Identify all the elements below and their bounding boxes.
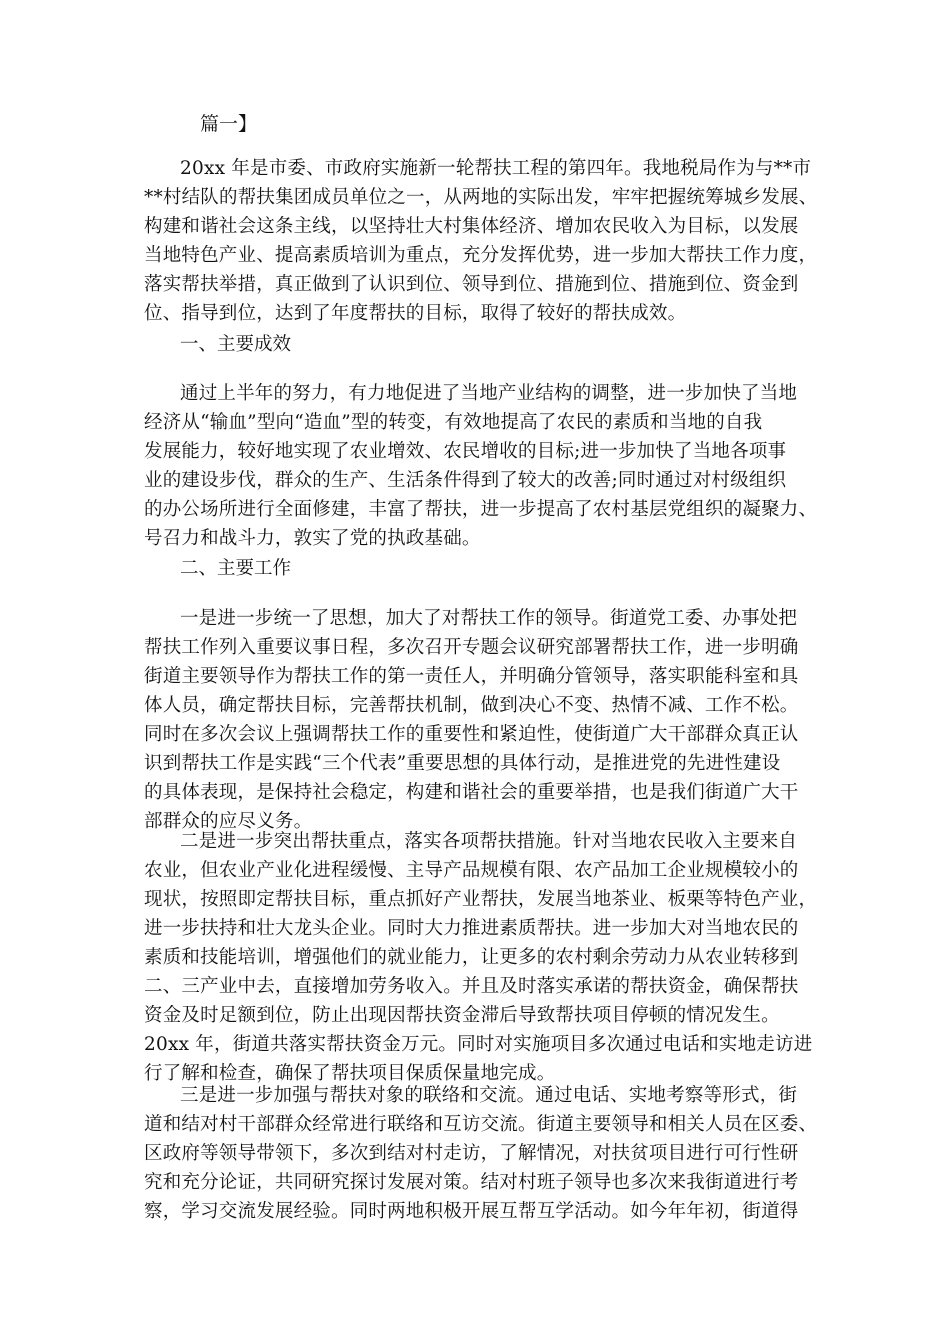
paragraph-line: 部群众的应尽义务。 [144, 811, 313, 832]
paragraph-line: 察，学习交流发展经验。同时两地积极开展互帮互学活动。如今年年初，街道得 [144, 1201, 799, 1222]
paragraph-line: 经济从“输血”型向“造血”型的转变，有效地提高了农民的素质和当地的自我 [144, 412, 763, 433]
paragraph-line: 素质和技能培训，增强他们的就业能力，让更多的农村剩余劳动力从农业转移到 [144, 947, 799, 968]
main-work-paragraph-2 [144, 827, 818, 1088]
section-title-achievements: 一、主要成效 [180, 334, 292, 355]
paragraph-line: 的具体表现，是保持社会稳定，构建和谐社会的重要举措，也是我们街道广大干 [144, 782, 799, 803]
paragraph-line: 区政府等领导带领下，多次到结对村走访，了解情况，对扶贫项目进行可行性研 [144, 1143, 799, 1164]
paragraph-line: 发展能力，较好地实现了农业增效、农民增收的目标;进一步加快了当地各项事 [144, 441, 787, 462]
paragraph-line: 20xx 年，街道共落实帮扶资金万元。同时对实施项目多次通过电话和实地走访进 [144, 1034, 813, 1055]
paragraph-line: 究和充分论证，共同研究探讨发展对策。结对村班子领导也多次来我街道进行考 [144, 1172, 799, 1193]
paragraph-line: 识到帮扶工作是实践“三个代表”重要思想的具体行动，是推进党的先进性建设 [144, 753, 781, 774]
paragraph-line: 现状，按照即定帮扶目标，重点抓好产业帮扶，发展当地茶业、板栗等特色产业， [144, 889, 818, 910]
paragraph-line: 二、三产业中去，直接增加劳务收入。并且及时落实承诺的帮扶资金，确保帮扶 [144, 976, 799, 997]
paragraph-line: 20xx 年是市委、市政府实施新一轮帮扶工程的第四年。我地税局作为与**市 [180, 158, 812, 179]
achievements-paragraph [144, 379, 818, 553]
paragraph-line: 进一步扶持和壮大龙头企业。同时大力推进素质帮扶。进一步加大对当地农民的 [144, 918, 799, 939]
paragraph-line: 号召力和战斗力，敦实了党的执政基础。 [144, 528, 481, 549]
paragraph-line: 二是进一步突出帮扶重点，落实各项帮扶措施。针对当地农民收入主要来自 [180, 831, 798, 852]
paragraph-line: 行了解和检查，确保了帮扶项目保质保量地完成。 [144, 1063, 556, 1084]
paragraph-line: 体人员，确定帮扶目标，完善帮扶机制，做到决心不变、热情不减、工作不松。 [144, 695, 799, 716]
paragraph-line: 三是进一步加强与帮扶对象的联络和交流。通过电话、实地考察等形式，街 [180, 1085, 798, 1106]
paragraph-line: 构建和谐社会这条主线，以坚持壮大村集体经济、增加农民收入为目标，以发展 [144, 216, 799, 237]
document-title: 篇一】 [200, 113, 258, 135]
paragraph-line: 帮扶工作列入重要议事日程，多次召开专题会议研究部署帮扶工作，进一步明确 [144, 637, 799, 658]
paragraph-line: 当地特色产业、提高素质培训为重点，充分发挥优势，进一步加大帮扶工作力度， [144, 245, 818, 266]
paragraph-line: 的办公场所进行全面修建，丰富了帮扶，进一步提高了农村基层党组织的凝聚力、 [144, 499, 818, 520]
paragraph-line: 通过上半年的努力，有力地促进了当地产业结构的调整，进一步加快了当地 [180, 383, 798, 404]
paragraph-line: 同时在多次会议上强调帮扶工作的重要性和紧迫性，使街道广大干部群众真正认 [144, 724, 799, 745]
main-work-paragraph-1 [144, 604, 814, 836]
paragraph-line: **村结队的帮扶集团成员单位之一，从两地的实际出发，牢牢把握统筹城乡发展、 [144, 187, 818, 208]
paragraph-line: 落实帮扶举措，真正做到了认识到位、领导到位、措施到位、措施到位、资金到 [144, 274, 799, 295]
paragraph-line: 资金及时足额到位，防止出现因帮扶资金滞后导致帮扶项目停顿的情况发生。 [144, 1005, 780, 1026]
main-work-paragraph-3 [144, 1081, 818, 1226]
intro-paragraph [144, 154, 818, 328]
paragraph-line: 位、指导到位，达到了年度帮扶的目标，取得了较好的帮扶成效。 [144, 303, 687, 324]
paragraph-line: 一是进一步统一了思想，加大了对帮扶工作的领导。街道党工委、办事处把 [180, 608, 798, 629]
paragraph-line: 业的建设步伐，群众的生产、生活条件得到了较大的改善;同时通过对村级组织 [144, 470, 787, 491]
paragraph-line: 道和结对村干部群众经常进行联络和互访交流。街道主要领导和相关人员在区委、 [144, 1114, 818, 1135]
section-title-main-work: 二、主要工作 [180, 558, 292, 579]
paragraph-line: 街道主要领导作为帮扶工作的第一责任人，并明确分管领导，落实职能科室和具 [144, 666, 799, 687]
paragraph-line: 农业，但农业产业化进程缓慢、主导产品规模有限、农产品加工企业规模较小的 [144, 860, 799, 881]
